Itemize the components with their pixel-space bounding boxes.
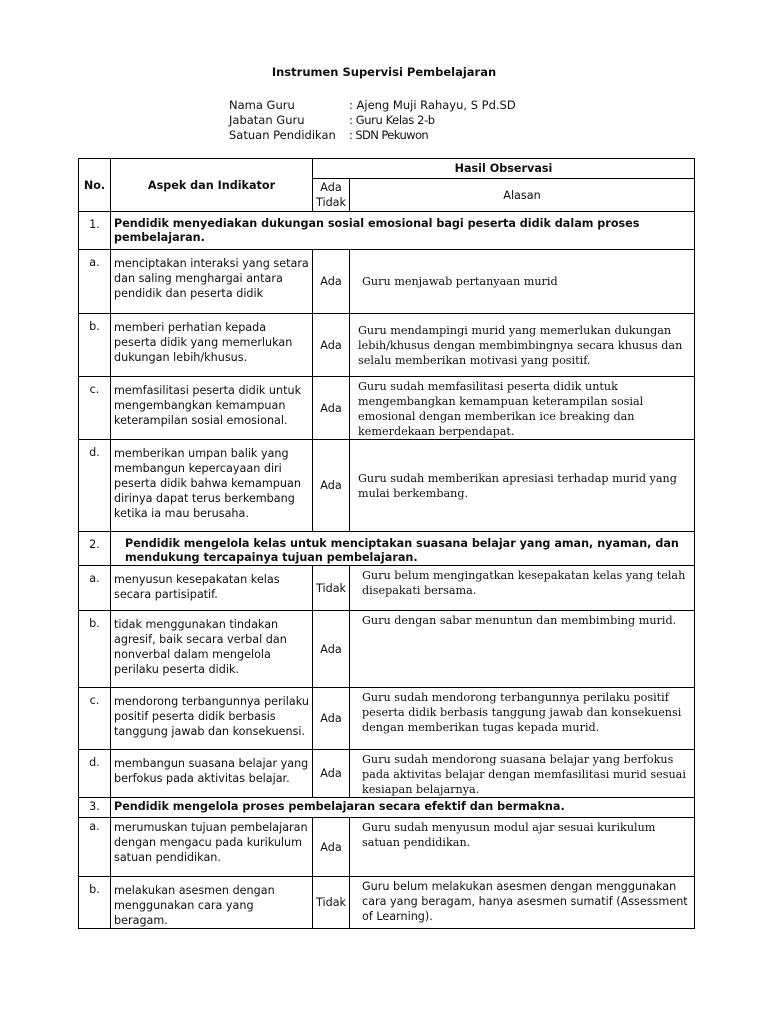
table-row <box>79 314 695 377</box>
table-row <box>79 611 695 688</box>
section-title: Pendidik mengelola kelas untuk menciptakan suasana belajar yang aman, nyaman, dan mendukung tercapainya tujuan pembelajaran. <box>111 532 695 566</box>
header-no: No. <box>79 159 111 212</box>
table-row <box>79 440 695 532</box>
table-row <box>79 566 695 611</box>
item-aspek: melakukan asesmen dengan menggunakan cara yang beragam. <box>111 877 313 929</box>
observation-table <box>78 158 695 929</box>
item-status: Ada <box>313 440 350 532</box>
item-aspek: merumuskan tujuan pembelajaran dengan mengacu pada kurikulum satuan pendidikan. <box>111 818 313 877</box>
info-label: Nama Guru <box>229 98 295 112</box>
table-row <box>79 750 695 798</box>
document-title: Instrumen Supervisi Pembelajaran <box>271 65 497 79</box>
item-alasan: Guru belum mengingatkan kesepakatan kelas yang telah disepakati bersama. <box>350 566 695 611</box>
item-number: a. <box>79 250 111 314</box>
info-value: : SDN Pekuwon <box>349 128 429 142</box>
table-row <box>79 877 695 929</box>
item-status: Ada <box>313 377 350 440</box>
section-row <box>79 532 695 566</box>
item-aspek: menyusun kesepakatan kelas secara partisipatif. <box>111 566 313 611</box>
item-alasan: Guru dengan sabar menuntun dan membimbing murid. <box>350 611 695 688</box>
table-row <box>79 250 695 314</box>
info-row-school <box>229 128 516 143</box>
item-alasan: Guru belum melakukan asesmen dengan menggunakan cara yang beragam, hanya asesmen sumatif (Assessment of Learning). <box>350 877 695 929</box>
item-status: Ada <box>313 750 350 798</box>
item-status: Ada <box>313 250 350 314</box>
item-status: Ada <box>313 688 350 750</box>
item-status: Ada <box>313 611 350 688</box>
info-row-name <box>229 98 516 113</box>
item-number: d. <box>79 750 111 798</box>
item-alasan: Guru sudah mendorong suasana belajar yang berfokus pada aktivitas belajar dengan memfasilitasi murid sesuai kesiapan belajarnya. <box>350 750 695 798</box>
item-number: b. <box>79 611 111 688</box>
info-value: : Guru Kelas 2-b <box>349 113 435 127</box>
header-ada-tidak: Ada Tidak <box>313 179 350 212</box>
header-alasan: Alasan <box>350 179 695 212</box>
item-number: b. <box>79 314 111 377</box>
item-alasan: Guru mendampingi murid yang memerlukan dukungan lebih/khusus dengan membimbingnya secara khusus dan selalu memberikan motivasi yang positif. <box>350 314 695 377</box>
section-title: Pendidik mengelola proses pembelajaran secara efektif dan bermakna. <box>111 798 695 818</box>
section-number: 1. <box>79 212 111 250</box>
item-number: a. <box>79 566 111 611</box>
section-title: Pendidik menyediakan dukungan sosial emosional bagi peserta didik dalam proses pembelajaran. <box>111 212 695 250</box>
item-status: Ada <box>313 314 350 377</box>
item-aspek: tidak menggunakan tindakan agresif, baik secara verbal dan nonverbal dalam mengelola perilaku peserta didik. <box>111 611 313 688</box>
info-label: Satuan Pendidikan <box>229 128 336 142</box>
item-status: Ada <box>313 818 350 877</box>
item-aspek: memberi perhatian kepada peserta didik yang memerlukan dukungan lebih/khusus. <box>111 314 313 377</box>
item-alasan: Guru sudah menyusun modul ajar sesuai kurikulum satuan pendidikan. <box>350 818 695 877</box>
item-status: Tidak <box>313 566 350 611</box>
item-status: Tidak <box>313 877 350 929</box>
table-row <box>79 377 695 440</box>
item-aspek: membangun suasana belajar yang berfokus pada aktivitas belajar. <box>111 750 313 798</box>
item-alasan: Guru sudah mendorong terbangunnya perilaku positif peserta didik berbasis tanggung jawab dan konsekuensi dengan memberikan tugas kepada murid. <box>350 688 695 750</box>
item-number: b. <box>79 877 111 929</box>
header-aspek: Aspek dan Indikator <box>111 159 313 212</box>
item-alasan: Guru sudah memfasilitasi peserta didik untuk mengembangkan kemampuan keterampilan sosial emosional dengan memberikan ice breaking dan kemerdekaan berpendapat. <box>350 377 695 440</box>
item-aspek: menciptakan interaksi yang setara dan saling menghargai antara pendidik dan peserta didik <box>111 250 313 314</box>
item-aspek: mendorong terbangunnya perilaku positif peserta didik berbasis tanggung jawab dan konsekuensi. <box>111 688 313 750</box>
section-row <box>79 212 695 250</box>
item-alasan: Guru menjawab pertanyaan murid <box>350 250 695 314</box>
info-label: Jabatan Guru <box>229 113 305 127</box>
item-number: d. <box>79 440 111 532</box>
section-number: 3. <box>79 798 111 818</box>
item-number: a. <box>79 818 111 877</box>
table-row <box>79 818 695 877</box>
info-row-position <box>229 113 516 128</box>
section-number: 2. <box>79 532 111 566</box>
item-alasan: Guru sudah memberikan apresiasi terhadap murid yang mulai berkembang. <box>350 440 695 532</box>
item-aspek: memfasilitasi peserta didik untuk mengembangkan kemampuan keterampilan sosial emosional. <box>111 377 313 440</box>
item-number: c. <box>79 377 111 440</box>
header-hasil: Hasil Observasi <box>313 159 695 179</box>
info-value: : Ajeng Muji Rahayu, S Pd.SD <box>349 98 516 112</box>
table-row <box>79 688 695 750</box>
item-number: c. <box>79 688 111 750</box>
item-aspek: memberikan umpan balik yang membangun kepercayaan diri peserta didik bahwa kemampuan dirinya dapat terus berkembang ketika ia mau berusaha. <box>111 440 313 532</box>
section-row <box>79 798 695 818</box>
teacher-info <box>229 98 516 143</box>
